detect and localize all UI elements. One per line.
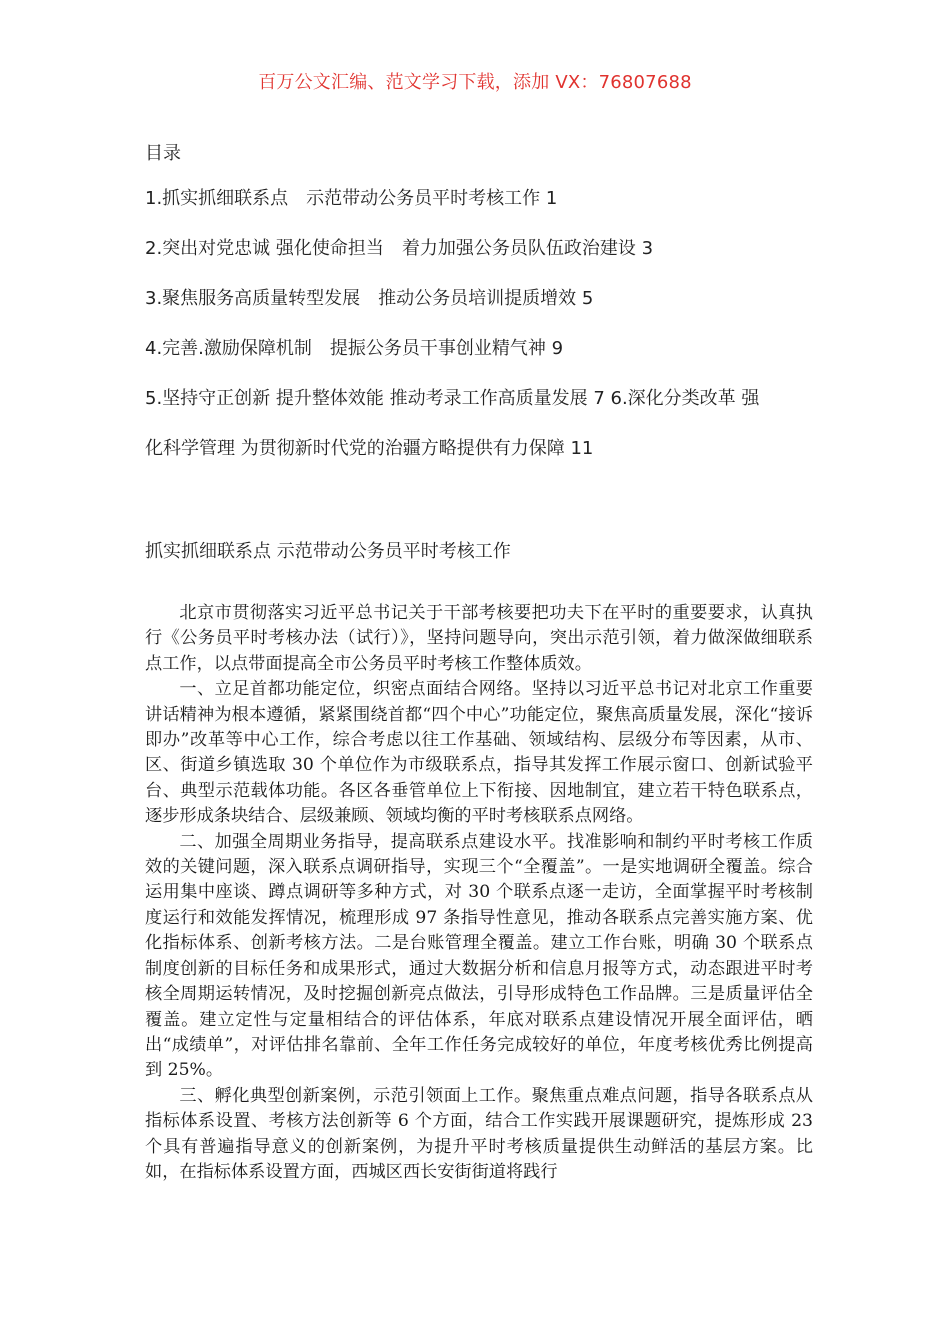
toc-item[interactable]: 5.坚持守正创新 提升整体效能 推动考录工作高质量发展 7 6.深化分类改革 强 (145, 388, 760, 409)
toc-item[interactable]: 3.聚焦服务高质量转型发展 推动公务员培训提质增效 5 (145, 288, 594, 309)
toc-item[interactable]: 化科学管理 为贯彻新时代党的治疆方略提供有力保障 11 (145, 438, 594, 459)
table-of-contents (145, 187, 805, 487)
body-paragraph: 二、加强全周期业务指导，提高联系点建设水平。找准影响和制约平时考核工作质效的关键问题，深入联系点调研指导，实现三个“全覆盖”。一是实地调研全覆盖。综合运用集中座谈、蹲点调研等多种方式，对 30 个联系点逐一走访，全面掌握平时考核制度运行和效能发挥情况，梳理形成 97 条指导性意见，推动各联系点完善实施方案、优化指标体系、创新考核方法。二是台账管理全覆盖。建立工作台账，明确 30 个联系点制度创新的目标任务和成果形式，通过大数据分析和信息月报等方式，动态跟进平时考核全周期运转情况，及时挖掘创新亮点做法，引导形成特色工作品牌。三是质量评估全覆盖。建立定性与定量相结合的评估体系，年底对联系点建设情况开展全面评估，晒出“成绩单”，对评估排名靠前、全年工作任务完成较好的单位，年度考核优秀比例提高到 25%。 (145, 831, 813, 1081)
toc-item[interactable]: 1.抓实抓细联系点 示范带动公务员平时考核工作 1 (145, 188, 558, 209)
body-paragraph: 一、立足首都功能定位，织密点面结合网络。坚持以习近平总书记对北京工作重要讲话精神为根本遵循，紧紧围绕首都“四个中心”功能定位，聚焦高质量发展，深化“接诉即办”改革等中心工作，综合考虑以往工作基础、领域结构、层级分布等因素，从市、区、街道乡镇选取 30 个单位作为市级联系点，指导其发挥工作展示窗口、创新试验平台、典型示范载体功能。各区各垂管单位上下衔接、因地制宜，建立若干特色联系点，逐步形成条块结合、层级兼顾、领域均衡的平时考核联系点网络。 (145, 679, 813, 827)
body-paragraph: 北京市贯彻落实习近平总书记关于干部考核要把功夫下在平时的重要要求，认真执行《公务员平时考核办法（试行）》，坚持问题导向，突出示范引领，着力做深做细联系点工作，以点带面提高全市公务员平时考核工作整体质效。 (145, 603, 813, 674)
toc-item[interactable]: 2.突出对党忠诚 强化使命担当 着力加强公务员队伍政治建设 3 (145, 238, 654, 259)
body-paragraph: 三、孵化典型创新案例，示范引领面上工作。聚焦重点难点问题，指导各联系点从指标体系设置、考核方法创新等 6 个方面，结合工作实践开展课题研究，提炼形成 23 个具有普遍指导意义的创新案例，为提升平时考核质量提供生动鲜活的基层方案。比如，在指标体系设置方面，西城区西长安街街道将践行 (145, 1085, 813, 1182)
header-banner: 百万公文汇编、范文学习下载，添加 VX：76807688 (258, 72, 692, 93)
section-heading: 抓实抓细联系点 示范带动公务员平时考核工作 (145, 541, 511, 562)
toc-item[interactable]: 4.完善.激励保障机制 提振公务员干事创业精气神 9 (145, 338, 564, 359)
article-body (145, 601, 813, 1185)
toc-title: 目录 (145, 143, 181, 164)
